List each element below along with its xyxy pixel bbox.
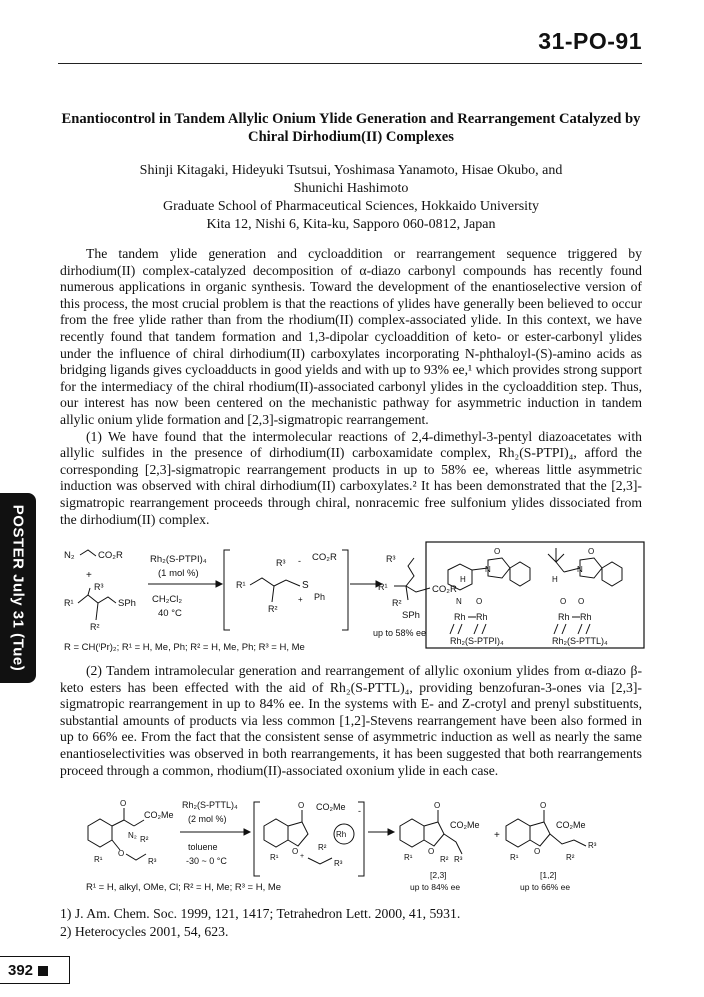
s2-sm-co2me: CO₂Me	[144, 810, 174, 820]
s1-cat2-h: H	[552, 575, 558, 584]
body-text-upper	[60, 246, 642, 528]
s2-p2-r2: R²	[566, 853, 575, 862]
s1-r3: R³	[94, 582, 104, 592]
s1-prod-r3: R³	[386, 554, 396, 564]
s2-p1-r1: R¹	[404, 853, 413, 862]
s1-r2: R²	[90, 622, 100, 632]
author-names-line2: Shunichi Hashimoto	[293, 181, 409, 196]
s1-sph: SPh	[118, 598, 136, 609]
s2-sm-r1: R¹	[94, 855, 103, 864]
s1-loading: (1 mol %)	[158, 568, 199, 579]
paper-title: Enantiocontrol in Tandem Allylic Onium Ylide Generation and Rearrangement Catalyzed by Chiral Dirhodium(II) Complexes	[61, 111, 641, 145]
s1-solvent: CH₂Cl₂	[152, 594, 183, 605]
s2-p1-r3: R³	[454, 855, 463, 864]
s1-cat1-rh2: Rh	[476, 612, 488, 622]
s1-ylide-r1: R¹	[236, 580, 246, 590]
s1-cat2-label: Rh₂(S-PTTL)₄	[552, 636, 608, 646]
s1-cat2-o: O	[588, 547, 595, 556]
s1-r1: R¹	[64, 598, 74, 608]
s1-plus: +	[86, 570, 92, 581]
s1-cat2-n: N	[577, 565, 583, 574]
s2-ylide-plus: +	[300, 853, 305, 860]
s2-p2-r3: R³	[588, 841, 597, 850]
s2-ylide-co2me: CO₂Me	[316, 802, 346, 812]
s1-cat1-n: N	[485, 565, 491, 574]
s1-ylide-s: S	[302, 580, 309, 591]
s2-sm-n2: N₂	[128, 831, 137, 840]
affiliation-line1: Graduate School of Pharmaceutical Sciences, Hokkaido University	[163, 199, 539, 214]
s1-cat2-o2: O	[560, 597, 567, 606]
s2-conditions: R¹ = H, alkyl, OMe, Cl; R² = H, Me; R³ = H, Me	[86, 882, 282, 893]
header-rule	[58, 63, 642, 64]
s2-loading: (2 mol %)	[188, 814, 227, 824]
s2-p2-o: O	[540, 801, 547, 810]
s2-sm-r2: R²	[140, 835, 149, 844]
s2-p1-co2me: CO₂Me	[450, 820, 480, 830]
square-icon	[38, 966, 48, 976]
s1-catalyst: Rh₂(S-PTPI)₄	[150, 554, 207, 565]
page-number: 392	[8, 962, 34, 979]
s2-p2-label: [1,2]	[540, 870, 557, 880]
s2-ylide-r1: R¹	[270, 853, 279, 862]
s1-ylide-minus: -	[298, 556, 301, 566]
body-text-lower	[60, 663, 642, 779]
paragraph-intro: The tandem ylide generation and cycloaddition or rearrangement sequence triggered by dirhodium(II) complex-catalyzed decomposition of α-diazo carbonyl compounds has recently found numerous applications in organic synthesis. Toward the development of the enantioselective version of this process, the most crucial problem is that the reactions of ylides have generally been believed to occur from the free ylide rather than from the rhodium(II) complex-associated ylide. In this context, we have recently found that tandem formation and 1,3-dipolar cycloaddition of keto- or ester-carbonyl ylides under the influence of chiral dirhodium(II) carboxylates incorporating N-phthaloyl-(S)-amino acids as bridging ligands gives cycloadducts in good yields and with up to 93% ee,¹ which provides strong support for the intermediacy of the chiral rhodium(II)-associated carbonyl ylides in the cycloaddition step. Thus, our interest has now been centered on the mechanistic pathway for asymmetric induction in tandem allylic onium ylide formation and [2,3]-sigmatropic rearrangement.	[60, 246, 642, 427]
s2-p1-o2: O	[428, 847, 435, 856]
s1-cat2-o3: O	[578, 597, 585, 606]
s2-ylide-minus: -	[358, 806, 361, 816]
s1-prod-sph: SPh	[402, 610, 420, 621]
s1-ylide-r3: R³	[276, 558, 286, 568]
affiliation-line2: Kita 12, Nishi 6, Kita-ku, Sapporo 060-0812, Japan	[206, 217, 496, 232]
s2-sm-o2: O	[118, 849, 125, 858]
s1-cat1-rh: Rh	[454, 612, 466, 622]
s1-catalyst-ptpi-structure	[448, 547, 530, 634]
s1-conditions: R = CH(ⁱPr)₂; R¹ = H, Me, Ph; R² = H, Me, Ph; R³ = H, Me	[64, 642, 305, 653]
author-names-line1: Shinji Kitagaki, Hideyuki Tsutsui, Yoshimasa Yanamoto, Hisae Okubo, and	[139, 163, 563, 178]
s2-ylide-r3: R³	[334, 859, 343, 868]
paragraph-oxonium: (2) Tandem intramolecular generation and rearrangement of allylic oxonium ylides from α-diazo β-keto esters has been effected with the aid of Rh₂(S-PTTL)₄, providing benzofuran-3-ones via [2,3]-sigmatropic rearrangement in up to 84% ee. In the systems with E- and Z-crotyl and prenyl substituents, substantial amounts of products via less common [1,2]-Stevens rearrangement have been also formed in up to 66% ee. From the fact that the consistent sense of asymmetric induction as well as nearly the same enantioselectivities was observed in both rearrangements, it has been suggested that both rearrangements proceed through a common, rhodium(II)-associated oxonium ylide in each case.	[60, 663, 642, 778]
s1-cat1-o: O	[494, 547, 501, 556]
s2-ylide-o2: O	[292, 847, 299, 856]
s2-ylide-r2: R²	[318, 843, 327, 852]
s1-ylide-plus: +	[298, 595, 303, 604]
s1-ylide-ph: Ph	[314, 592, 326, 602]
s1-cat2-rh2: Rh	[580, 612, 592, 622]
references	[60, 905, 460, 941]
s1-cat1-h: H	[460, 575, 466, 584]
s2-temp: -30 ~ 0 °C	[186, 856, 227, 866]
s2-sm-o: O	[120, 799, 127, 808]
reference-1: 1) J. Am. Chem. Soc. 1999, 121, 1417; Tetrahedron Lett. 2000, 41, 5931.	[60, 906, 461, 921]
s1-prod-co2r: CO₂R	[432, 584, 457, 595]
s1-prod-r2: R²	[392, 598, 402, 608]
s2-catalyst: Rh₂(S-PTTL)₄	[182, 800, 238, 810]
s1-ee: up to 58% ee	[373, 628, 427, 638]
s2-p2-o2: O	[534, 847, 541, 856]
scheme-2	[58, 796, 648, 903]
s2-plus: +	[494, 830, 500, 841]
s1-temp: 40 °C	[158, 608, 182, 619]
s2-solvent: toluene	[188, 842, 218, 852]
s1-diazo: N₂	[64, 550, 75, 561]
s1-cat1-label: Rh₂(S-PTPI)₄	[450, 636, 504, 646]
s2-p2-co2me: CO₂Me	[556, 820, 586, 830]
s1-cat1-o2: O	[476, 597, 483, 606]
s2-p1-ee: up to 84% ee	[410, 882, 461, 892]
s1-cat1-n2: N	[456, 597, 462, 606]
s2-p2-ee: up to 66% ee	[520, 882, 571, 892]
poster-side-tab-text: POSTER July 31 (Tue)	[9, 504, 27, 672]
s1-cat2-rh: Rh	[558, 612, 570, 622]
s1-co2r: CO₂R	[98, 550, 123, 561]
s1-prod-r1: R¹	[378, 582, 388, 592]
s2-p2-r1: R¹	[510, 853, 519, 862]
paragraph-sulfonium: (1) We have found that the intermolecular reactions of 2,4-dimethyl-3-pentyl diazoacetates with allylic sulfides in the presence of dirhodium(II) carboxamidate complex, Rh₂(S-PTPI)₄, afford the corresponding [2,3]-sigmatropic rearrangement products in up to 58% ee, whereas little asymmetric induction was observed with chiral dirhodium(II) carboxylates.² It has been demonstrated that the [2,3]-sigmatropic rearrangement proceeds through chiral, nonracemic free sulfonium ylides dissociated from the dirhodium(II) complex.	[60, 428, 642, 527]
s1-ylide-co2r: CO₂R	[312, 552, 337, 563]
s2-p1-r2: R²	[440, 855, 449, 864]
s2-ylide-o: O	[298, 801, 305, 810]
s2-ylide-rh: Rh	[336, 830, 347, 839]
reference-2: 2) Heterocycles 2001, 54, 623.	[60, 924, 229, 939]
abstract-code: 31-PO-91	[538, 28, 642, 54]
s2-p1-label: [2,3]	[430, 870, 447, 880]
author-block	[60, 162, 642, 234]
s1-ylide-r2: R²	[268, 604, 278, 614]
scheme-1	[58, 540, 648, 663]
page-number-box	[0, 956, 70, 984]
s2-sm-r3: R³	[148, 857, 157, 866]
s1-catalyst-pttl-structure	[548, 547, 622, 634]
s2-p1-o: O	[434, 801, 441, 810]
